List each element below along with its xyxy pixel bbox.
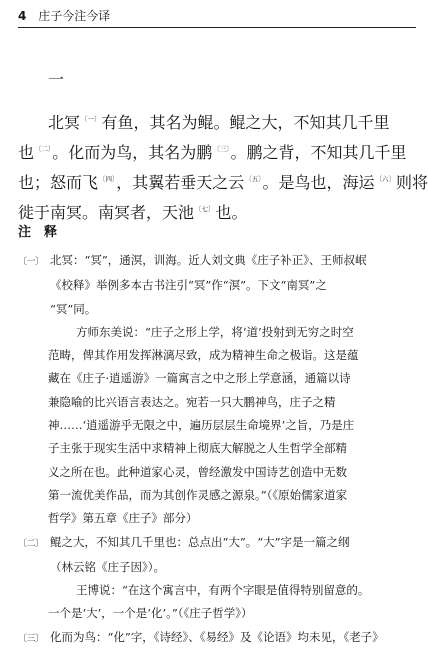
header-rule xyxy=(18,27,416,28)
note-number: 〔三〕 xyxy=(18,633,44,644)
note-line xyxy=(18,249,416,274)
note-line xyxy=(18,579,416,602)
note-line xyxy=(18,507,416,530)
footnote-marker[interactable]: 〔六〕 xyxy=(375,175,396,183)
notes-list xyxy=(18,249,416,651)
note-text: 方师东美说：“庄子之形上学，将‘道’投射到无穷之时空 xyxy=(76,324,354,339)
main-text-segment: 北冥 xyxy=(48,113,81,132)
note-text: 范畴，俾其作用发挥淋漓尽致，成为精神生命之极诣。这是蕴 xyxy=(48,348,359,363)
note-line xyxy=(18,391,416,414)
main-text-segment: 。化而为鸟，其名为鹏 xyxy=(52,143,213,162)
main-text-line xyxy=(18,198,404,228)
note-line xyxy=(18,321,416,344)
main-text-segment: 也；怒而飞 xyxy=(18,173,99,192)
main-text-line xyxy=(18,168,428,198)
footnote-marker[interactable]: 〔二〕 xyxy=(35,145,52,153)
note-text: 一个是‘大’，一个是‘化’。”（《庄子哲学》） xyxy=(48,606,253,621)
note-line xyxy=(18,556,416,579)
note-line xyxy=(18,298,416,321)
note-text: 北冥：“冥”，通溟，训海。近人刘文典《庄子补正》、王师叔岷 xyxy=(50,253,367,267)
main-text-segment: ，其翼若垂天之云 xyxy=(116,173,245,192)
note-line xyxy=(18,531,416,556)
section-title: 一 xyxy=(48,70,65,89)
footnote-marker[interactable]: 〔五〕 xyxy=(245,175,262,183)
note-number: 〔二〕 xyxy=(18,538,44,549)
note-line xyxy=(18,414,416,437)
note-text: 哲学》第五章《庄子》部分） xyxy=(48,511,198,526)
main-text xyxy=(18,108,428,228)
note-text: “冥”同。 xyxy=(50,301,97,316)
note-text: 《校释》举例多本古书注引“冥”作“溟”。下文“南冥”之 xyxy=(50,278,327,293)
notes-heading: 注 释 xyxy=(18,225,58,240)
note-text: 化而为鸟：“化”字，《诗经》、《易经》及《论语》均未见，《老子》 xyxy=(50,629,384,644)
note-line xyxy=(18,274,416,297)
footnote-marker[interactable]: 〔七〕 xyxy=(195,205,215,213)
note-text: 王博说：“在这个寓言中，有两个字眼是值得特别留意的。 xyxy=(76,583,370,598)
note-line xyxy=(18,461,416,484)
main-text-segment: 。是鸟也，海运 xyxy=(262,173,375,192)
book-title: 庄子今注今译 xyxy=(38,9,111,23)
note-text: 义之所在也。此种道家心灵，曾经激发中国诗艺创造中无数 xyxy=(48,464,347,479)
note-text: 神……‘逍遥游乎无限之中，遍历层层生命境界’之旨，乃是庄 xyxy=(48,418,355,433)
footnote-marker[interactable]: 〔三〕 xyxy=(213,145,230,153)
note-line xyxy=(18,344,416,367)
main-text-segment: 徙于南冥。南冥者，天池 xyxy=(18,203,195,222)
main-text-segment: 也。 xyxy=(215,203,248,222)
note-line xyxy=(18,602,416,625)
note-line xyxy=(18,437,416,460)
note-line xyxy=(18,367,416,390)
main-text-segment: 则将 xyxy=(396,173,428,192)
note-line xyxy=(18,484,416,507)
note-text: 子主张于现实生活中求精神上彻底大解脱之人生哲学全部精 xyxy=(48,441,347,456)
note-text: 藏在《庄子·逍遥游》一篇寓言之中之形上学意涵，通篇以诗 xyxy=(48,371,351,386)
main-text-segment: 。鹏之背，不知其几千里 xyxy=(230,143,407,162)
note-number: 〔一〕 xyxy=(18,257,44,267)
page-number: 4 xyxy=(18,9,27,23)
note-text: 鲲之大，不知其几千里也：总点出“大”。“大”字是一篇之纲 xyxy=(50,534,350,549)
running-header xyxy=(18,8,416,24)
main-text-segment: 也 xyxy=(18,143,35,162)
main-text-segment: 有鱼，其名为鲲。鲲之大，不知其几千里 xyxy=(101,113,390,132)
main-text-line xyxy=(18,138,407,168)
footnote-marker[interactable]: 〔一〕 xyxy=(81,115,101,123)
main-text-line xyxy=(18,108,404,138)
note-text: （林云铭《庄子因》）。 xyxy=(50,559,165,574)
note-line xyxy=(18,626,416,651)
footnote-marker[interactable]: 〔四〕 xyxy=(99,175,116,183)
note-text: 第一流优美作品，而为其创作灵感之源泉。”（《原始儒家道家 xyxy=(48,487,348,502)
note-text: 兼隐喻的比兴语言表达之。宛若一只大鹏神鸟，庄子之精 xyxy=(48,394,336,409)
